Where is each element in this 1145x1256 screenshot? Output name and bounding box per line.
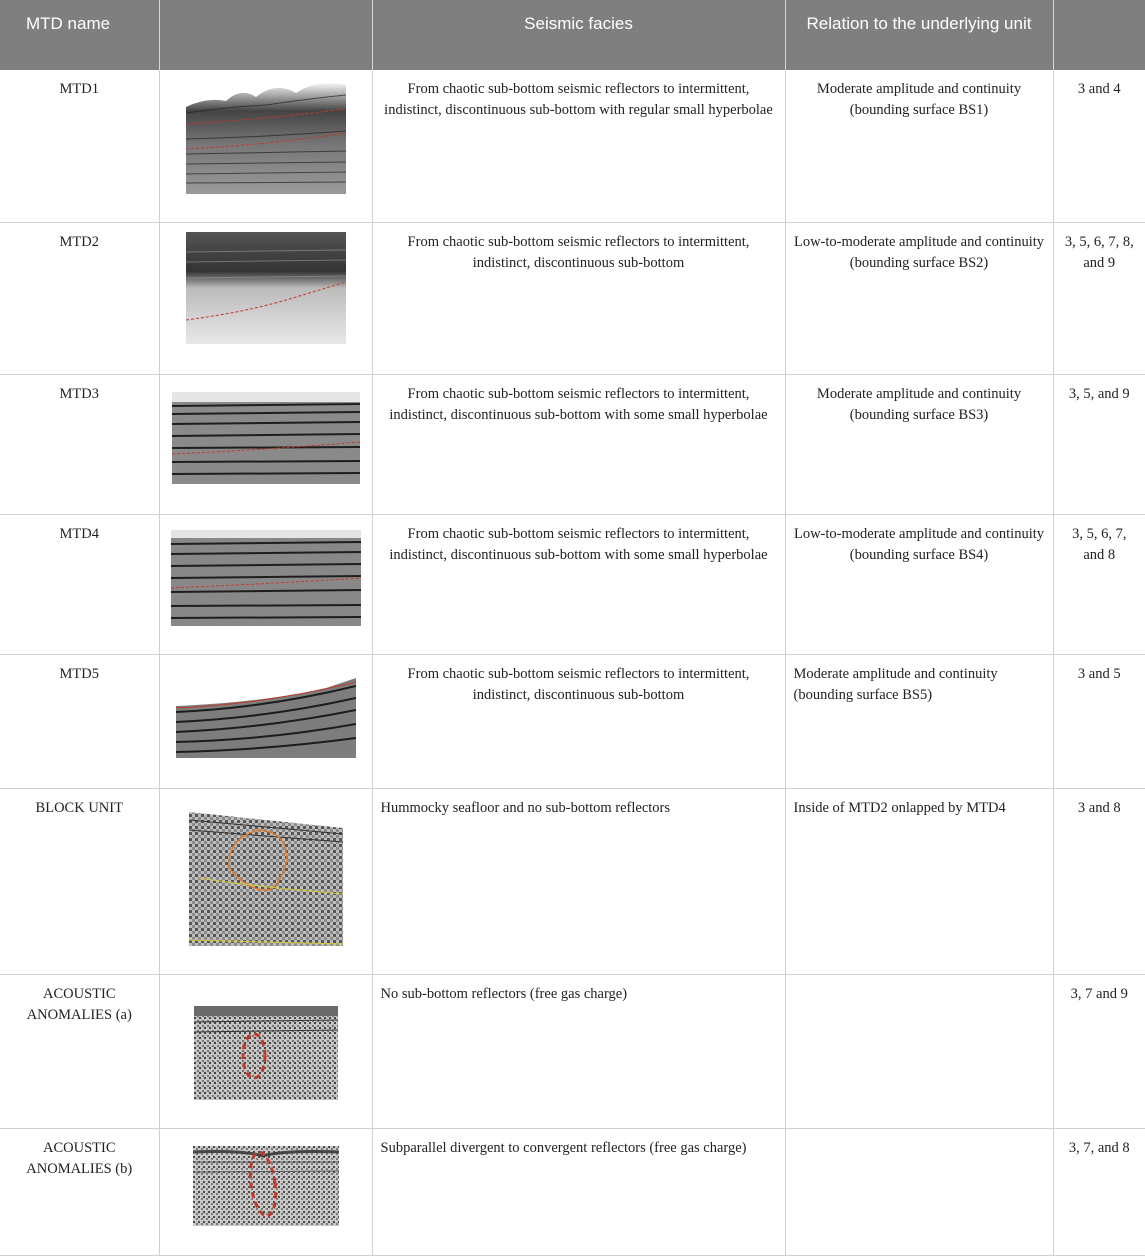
seismic-facies-cell: No sub-bottom reflectors (free gas charge) [372, 974, 785, 1128]
table-row [0, 374, 1145, 514]
figures-cell: 3 and 5 [1053, 654, 1145, 788]
relation-cell: Low-to-moderate amplitude and continuity (bounding surface BS4) [785, 514, 1053, 654]
seismic-image-cell [159, 514, 372, 654]
seismic-profile-image [172, 392, 360, 484]
header-seismic-facies: Seismic facies [372, 0, 785, 70]
figures-cell: 3, 5, and 9 [1053, 374, 1145, 514]
mtd-name-cell: ACOUSTIC ANOMALIES (b) [0, 1128, 159, 1255]
seismic-profile-image [186, 232, 346, 344]
relation-cell [785, 974, 1053, 1128]
table-row [0, 514, 1145, 654]
mtd-name-cell: MTD3 [0, 374, 159, 514]
figures-cell: 3, 5, 6, 7, and 8 [1053, 514, 1145, 654]
seismic-profile-image [189, 808, 343, 946]
seismic-image-cell [159, 222, 372, 374]
relation-cell [785, 1128, 1053, 1255]
figures-cell: 3, 7, and 8 [1053, 1128, 1145, 1255]
table-row [0, 974, 1145, 1128]
seismic-profile-image [193, 1146, 339, 1226]
header-mtd-name: MTD name [0, 0, 159, 70]
relation-cell: Moderate amplitude and continuity (bounding surface BS5) [785, 654, 1053, 788]
relation-cell: Moderate amplitude and continuity (bounding surface BS3) [785, 374, 1053, 514]
seismic-profile-image [194, 1002, 338, 1100]
seismic-profile-image [186, 79, 346, 194]
seismic-facies-cell: From chaotic sub-bottom seismic reflectors to intermittent, indistinct, discontinuous sub-bottom with some small hyperbolae [372, 374, 785, 514]
seismic-facies-cell: From chaotic sub-bottom seismic reflectors to intermittent, indistinct, discontinuous sub-bottom [372, 654, 785, 788]
mtd-name-cell: MTD1 [0, 70, 159, 222]
seismic-image-cell [159, 70, 372, 222]
header-figures [1053, 0, 1145, 70]
mtd-name-cell: MTD5 [0, 654, 159, 788]
table-header-row [0, 0, 1145, 70]
seismic-profile-image [171, 530, 361, 626]
seismic-image-cell [159, 1128, 372, 1255]
table-row [0, 654, 1145, 788]
mtd-name-cell: MTD4 [0, 514, 159, 654]
table-row [0, 222, 1145, 374]
seismic-facies-cell: From chaotic sub-bottom seismic reflectors to intermittent, indistinct, discontinuous sub-bottom with some small hyperbolae [372, 514, 785, 654]
seismic-image-cell [159, 654, 372, 788]
seismic-image-cell [159, 788, 372, 974]
seismic-profile-image [176, 668, 356, 758]
seismic-facies-cell: Hummocky seafloor and no sub-bottom reflectors [372, 788, 785, 974]
table-row [0, 70, 1145, 222]
relation-cell: Low-to-moderate amplitude and continuity (bounding surface BS2) [785, 222, 1053, 374]
relation-cell: Moderate amplitude and continuity (bounding surface BS1) [785, 70, 1053, 222]
figures-cell: 3, 5, 6, 7, 8, and 9 [1053, 222, 1145, 374]
seismic-image-cell [159, 974, 372, 1128]
seismic-facies-cell: From chaotic sub-bottom seismic reflectors to intermittent, indistinct, discontinuous sub-bottom with regular small hyperbolae [372, 70, 785, 222]
mtd-name-cell: BLOCK UNIT [0, 788, 159, 974]
relation-cell: Inside of MTD2 onlapped by MTD4 [785, 788, 1053, 974]
mtd-name-cell: ACOUSTIC ANOMALIES (a) [0, 974, 159, 1128]
header-relation: Relation to the underlying unit [785, 0, 1053, 70]
figures-cell: 3 and 4 [1053, 70, 1145, 222]
seismic-facies-cell: From chaotic sub-bottom seismic reflectors to intermittent, indistinct, discontinuous sub-bottom [372, 222, 785, 374]
table-row [0, 1128, 1145, 1255]
seismic-image-cell [159, 374, 372, 514]
table-row [0, 788, 1145, 974]
seismic-facies-cell: Subparallel divergent to convergent reflectors (free gas charge) [372, 1128, 785, 1255]
mtd-name-cell: MTD2 [0, 222, 159, 374]
figures-cell: 3, 7 and 9 [1053, 974, 1145, 1128]
figures-cell: 3 and 8 [1053, 788, 1145, 974]
header-image [159, 0, 372, 70]
